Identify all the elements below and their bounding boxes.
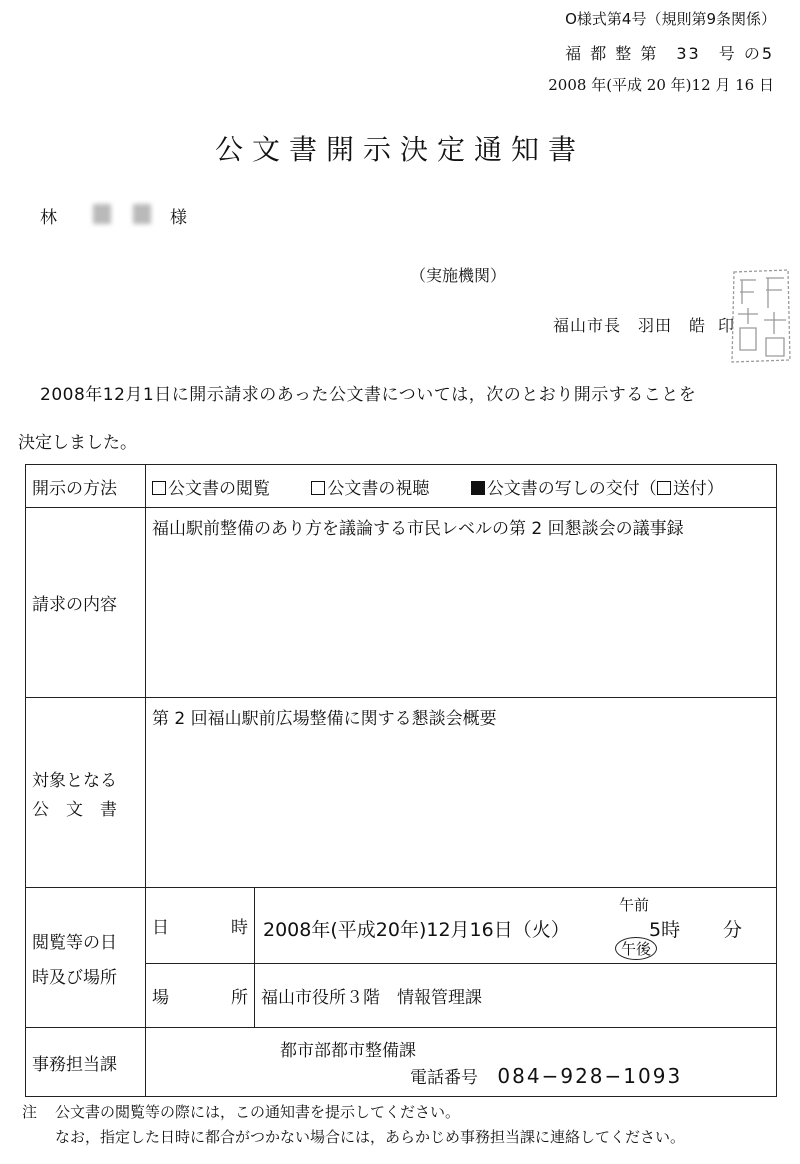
place-value: 福山市役所３階 情報管理課 <box>255 964 777 1028</box>
method-label: 開示の方法 <box>26 465 146 508</box>
option-viewing: 公文書の閲覧 <box>152 479 270 499</box>
viewing-date: 2008年(平成20年)12月16日（火） <box>263 918 570 941</box>
request-row <box>26 508 777 698</box>
place-label: 場 所 <box>146 964 255 1028</box>
request-label: 請求の内容 <box>26 508 146 698</box>
document-number: 福 都 整 第 33 号 の5 <box>565 44 774 63</box>
note-prefix: 注 <box>22 1103 38 1121</box>
office-content <box>146 1028 777 1097</box>
method-row <box>26 465 777 508</box>
agency-label: （実施機関） <box>410 266 507 285</box>
disclosure-form-table <box>25 464 777 1097</box>
official-seal <box>728 264 794 366</box>
option-audiovisual: 公文書の視聴 <box>311 479 429 499</box>
redaction-mark <box>133 204 151 224</box>
body-text-line-1: 2008年12月1日に開示請求のあった公文書については，次のとおり開示することを <box>40 385 697 405</box>
pm-label-circled: 午後 <box>615 937 657 960</box>
office-label: 事務担当課 <box>26 1028 146 1097</box>
seal-character: 印 <box>718 316 736 335</box>
target-content: 第 2 回福山駅前広場整備に関する懇談会概要 <box>146 698 777 888</box>
viewing-minute: 分 <box>723 918 743 941</box>
target-label: 対象となる 公 文 書 <box>26 698 146 888</box>
datetime-row <box>26 888 777 964</box>
body-text-line-2: 決定しました。 <box>18 433 137 453</box>
addressee-honorific: 様 <box>170 208 187 228</box>
phone-number: 084−928−1093 <box>497 1064 683 1088</box>
note-line-2: なお，指定した日時に都合がつかない場合には，あらかじめ事務担当課に連絡してください。 <box>55 1128 686 1146</box>
checkbox-copy-checked <box>471 481 485 495</box>
request-content: 福山駅前整備のあり方を議論する市民レベルの第 2 回懇談会の議事録 <box>146 508 777 698</box>
am-label: 午前 <box>619 895 650 914</box>
option-copy: 公文書の写しの交付（ 送付） <box>471 479 724 499</box>
method-options <box>146 465 777 508</box>
document-title: 公文書開示決定通知書 <box>214 133 585 166</box>
signer-name: 福山市長 羽田 皓 <box>553 316 707 335</box>
signer-line <box>553 313 735 336</box>
datetime-value <box>255 888 777 964</box>
office-row <box>26 1028 777 1097</box>
checkbox-viewing <box>152 481 166 495</box>
datetime-label: 日 時 <box>146 888 255 964</box>
target-row <box>26 698 777 888</box>
viewing-hour: 5時 <box>649 918 681 941</box>
redaction-mark <box>93 204 111 224</box>
document-date: 2008 年(平成 20 年)12 月 16 日 <box>548 76 774 94</box>
addressee-surname: 林 <box>40 208 57 228</box>
form-number: O様式第4号（規則第9条関係） <box>565 10 776 28</box>
note-line-1: 注 公文書の閲覧等の際には，この通知書を提示してください。 <box>22 1103 461 1121</box>
office-phone-line <box>410 1063 770 1088</box>
viewing-label: 閲覧等の日 時及び場所 <box>26 888 146 1028</box>
office-department: 都市部都市整備課 <box>280 1041 416 1061</box>
phone-label: 電話番号 <box>410 1068 478 1088</box>
checkbox-mail <box>657 481 671 495</box>
checkbox-audiovisual <box>311 481 325 495</box>
